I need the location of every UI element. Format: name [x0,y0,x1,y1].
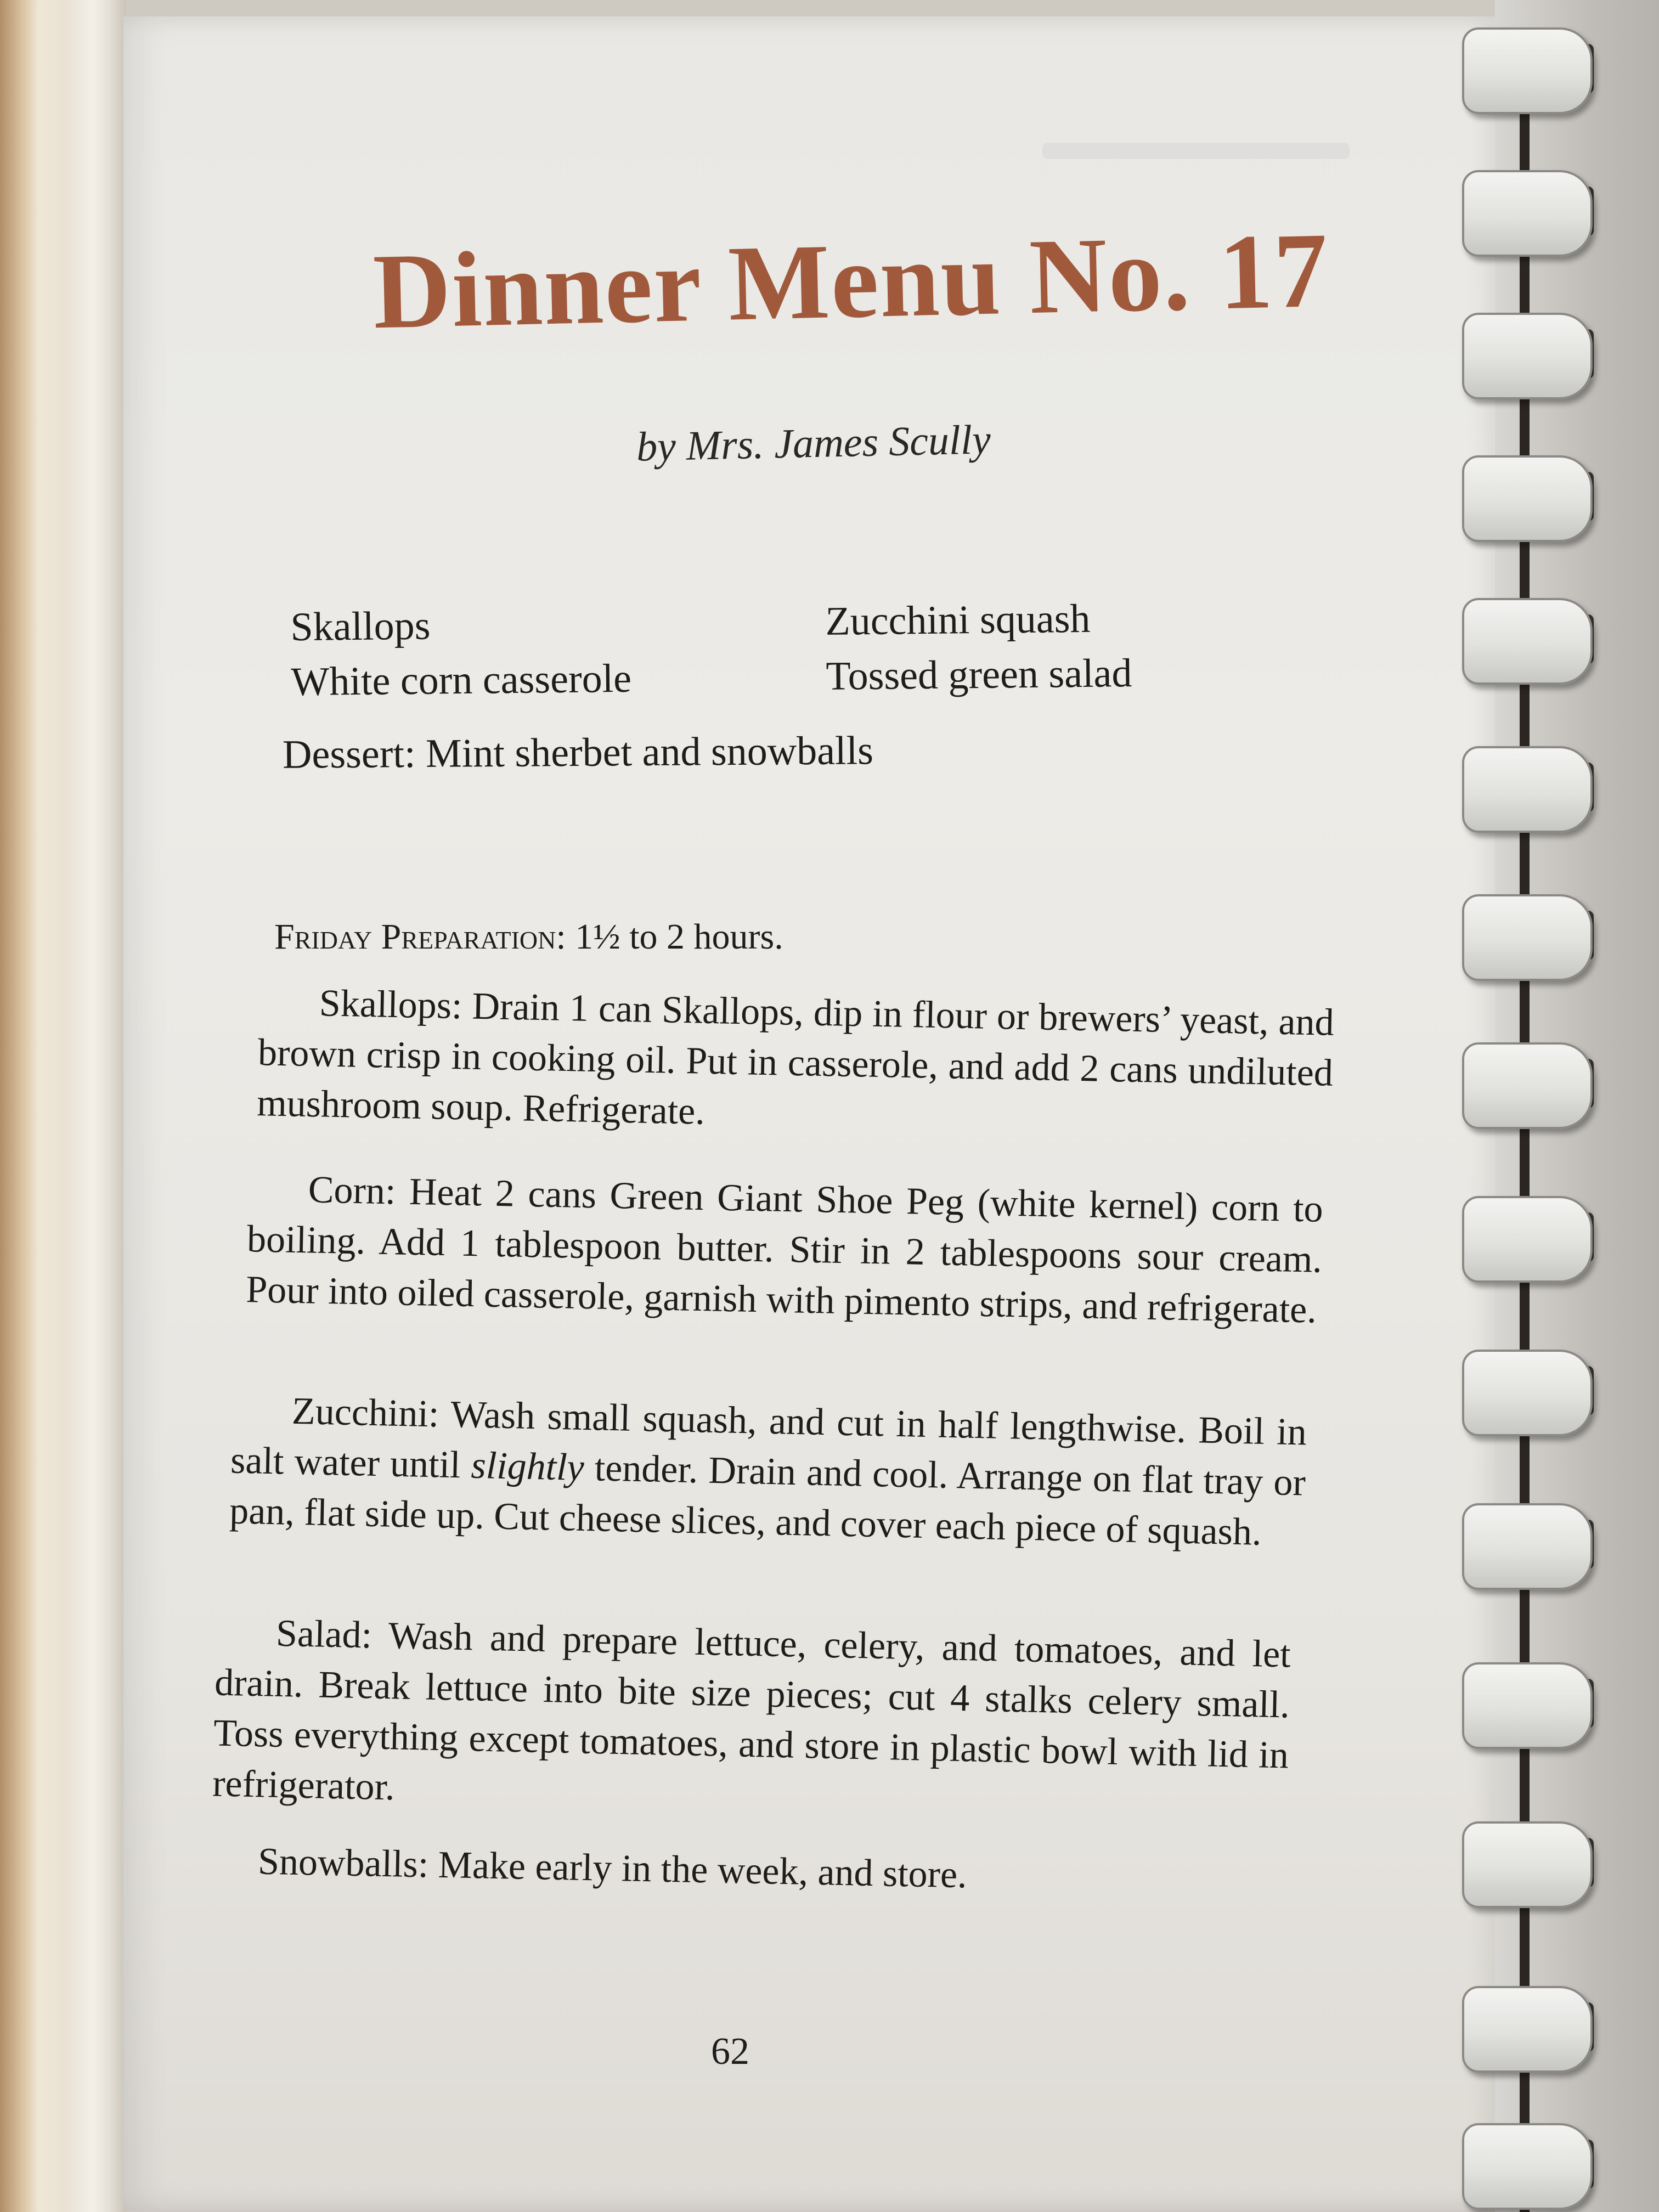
menu-item: Skallops [290,603,431,650]
corn-instructions: Corn: Heat 2 cans Green Giant Shoe Peg (white kernel) corn to boiling. Add 1 tablespoon butter. Stir in 2 tablespoons sour cream. Pour into oiled casserole, garnish with pimento strips, and refrigerate. [245,1169,1324,1331]
zucchini-text-after: tender. Drain and cool. Arrange on flat tray or pan, flat side up. Cut cheese slices, and cover each piece of squash. [229,1446,1306,1554]
skallops-instructions: Skallops: Drain 1 can Skallops, dip in flour or brewers’ yeast, and brown crisp in cooking oil. Put in casserole, and add 2 cans undiluted mushroom soup. Refrigerate. [256,982,1335,1133]
zucchini-instructions [229,1385,1307,1559]
spiral-ring [1462,889,1605,982]
spiral-ring [1462,165,1605,258]
menu-item: White corn casserole [291,656,632,705]
friday-preparation-label: Friday Preparation: [274,917,566,957]
spiral-ring [1462,1344,1605,1437]
bleed-through-shadow [1042,143,1350,159]
spiral-ring [1462,2118,1605,2211]
recipe-author: by Mrs. James Scully [636,416,991,470]
spiral-ring [1462,1190,1605,1284]
spiral-ring [1462,1980,1605,2074]
dessert-line: Dessert: Mint sherbet and snowballs [282,728,874,777]
friday-preparation [274,916,783,958]
spiral-ring [1462,22,1605,115]
spiral-ring [1462,450,1605,543]
spiral-ring [1462,1498,1605,1591]
book-page-edges [0,0,126,2212]
menu-item: Tossed green salad [826,651,1132,699]
menu-list-right [825,591,1132,704]
spiral-ring [1462,1816,1605,1909]
spiral-ring [1462,741,1605,834]
zucchini-text-before: Zucchini: Wash small squash, and cut in half lengthwise. Boil in salt water until [230,1390,1307,1487]
page-number: 62 [711,2030,749,2073]
page-title: Dinner Menu No. 17 [371,210,1330,352]
friday-preparation-time: 1½ to 2 hours. [566,917,783,957]
spiral-ring [1462,307,1605,400]
zucchini-emphasis: slightly [470,1444,585,1489]
menu-list-left [290,596,632,709]
menu-item: Zucchini squash [825,596,1091,644]
snowballs-instructions: Snowballs: Make early in the week, and store. [257,1840,968,1897]
spiral-ring [1462,1657,1605,1750]
spiral-ring [1462,592,1605,686]
salad-instructions: Salad: Wash and prepare lettuce, celery, and tomatoes, and let drain. Break lettuce into bite size pieces; cut 4 stalks celery small. Toss everything except tomatoes, and store in plastic bowl with lid in refrigerator. [212,1612,1291,1809]
spiral-ring [1462,1037,1605,1130]
